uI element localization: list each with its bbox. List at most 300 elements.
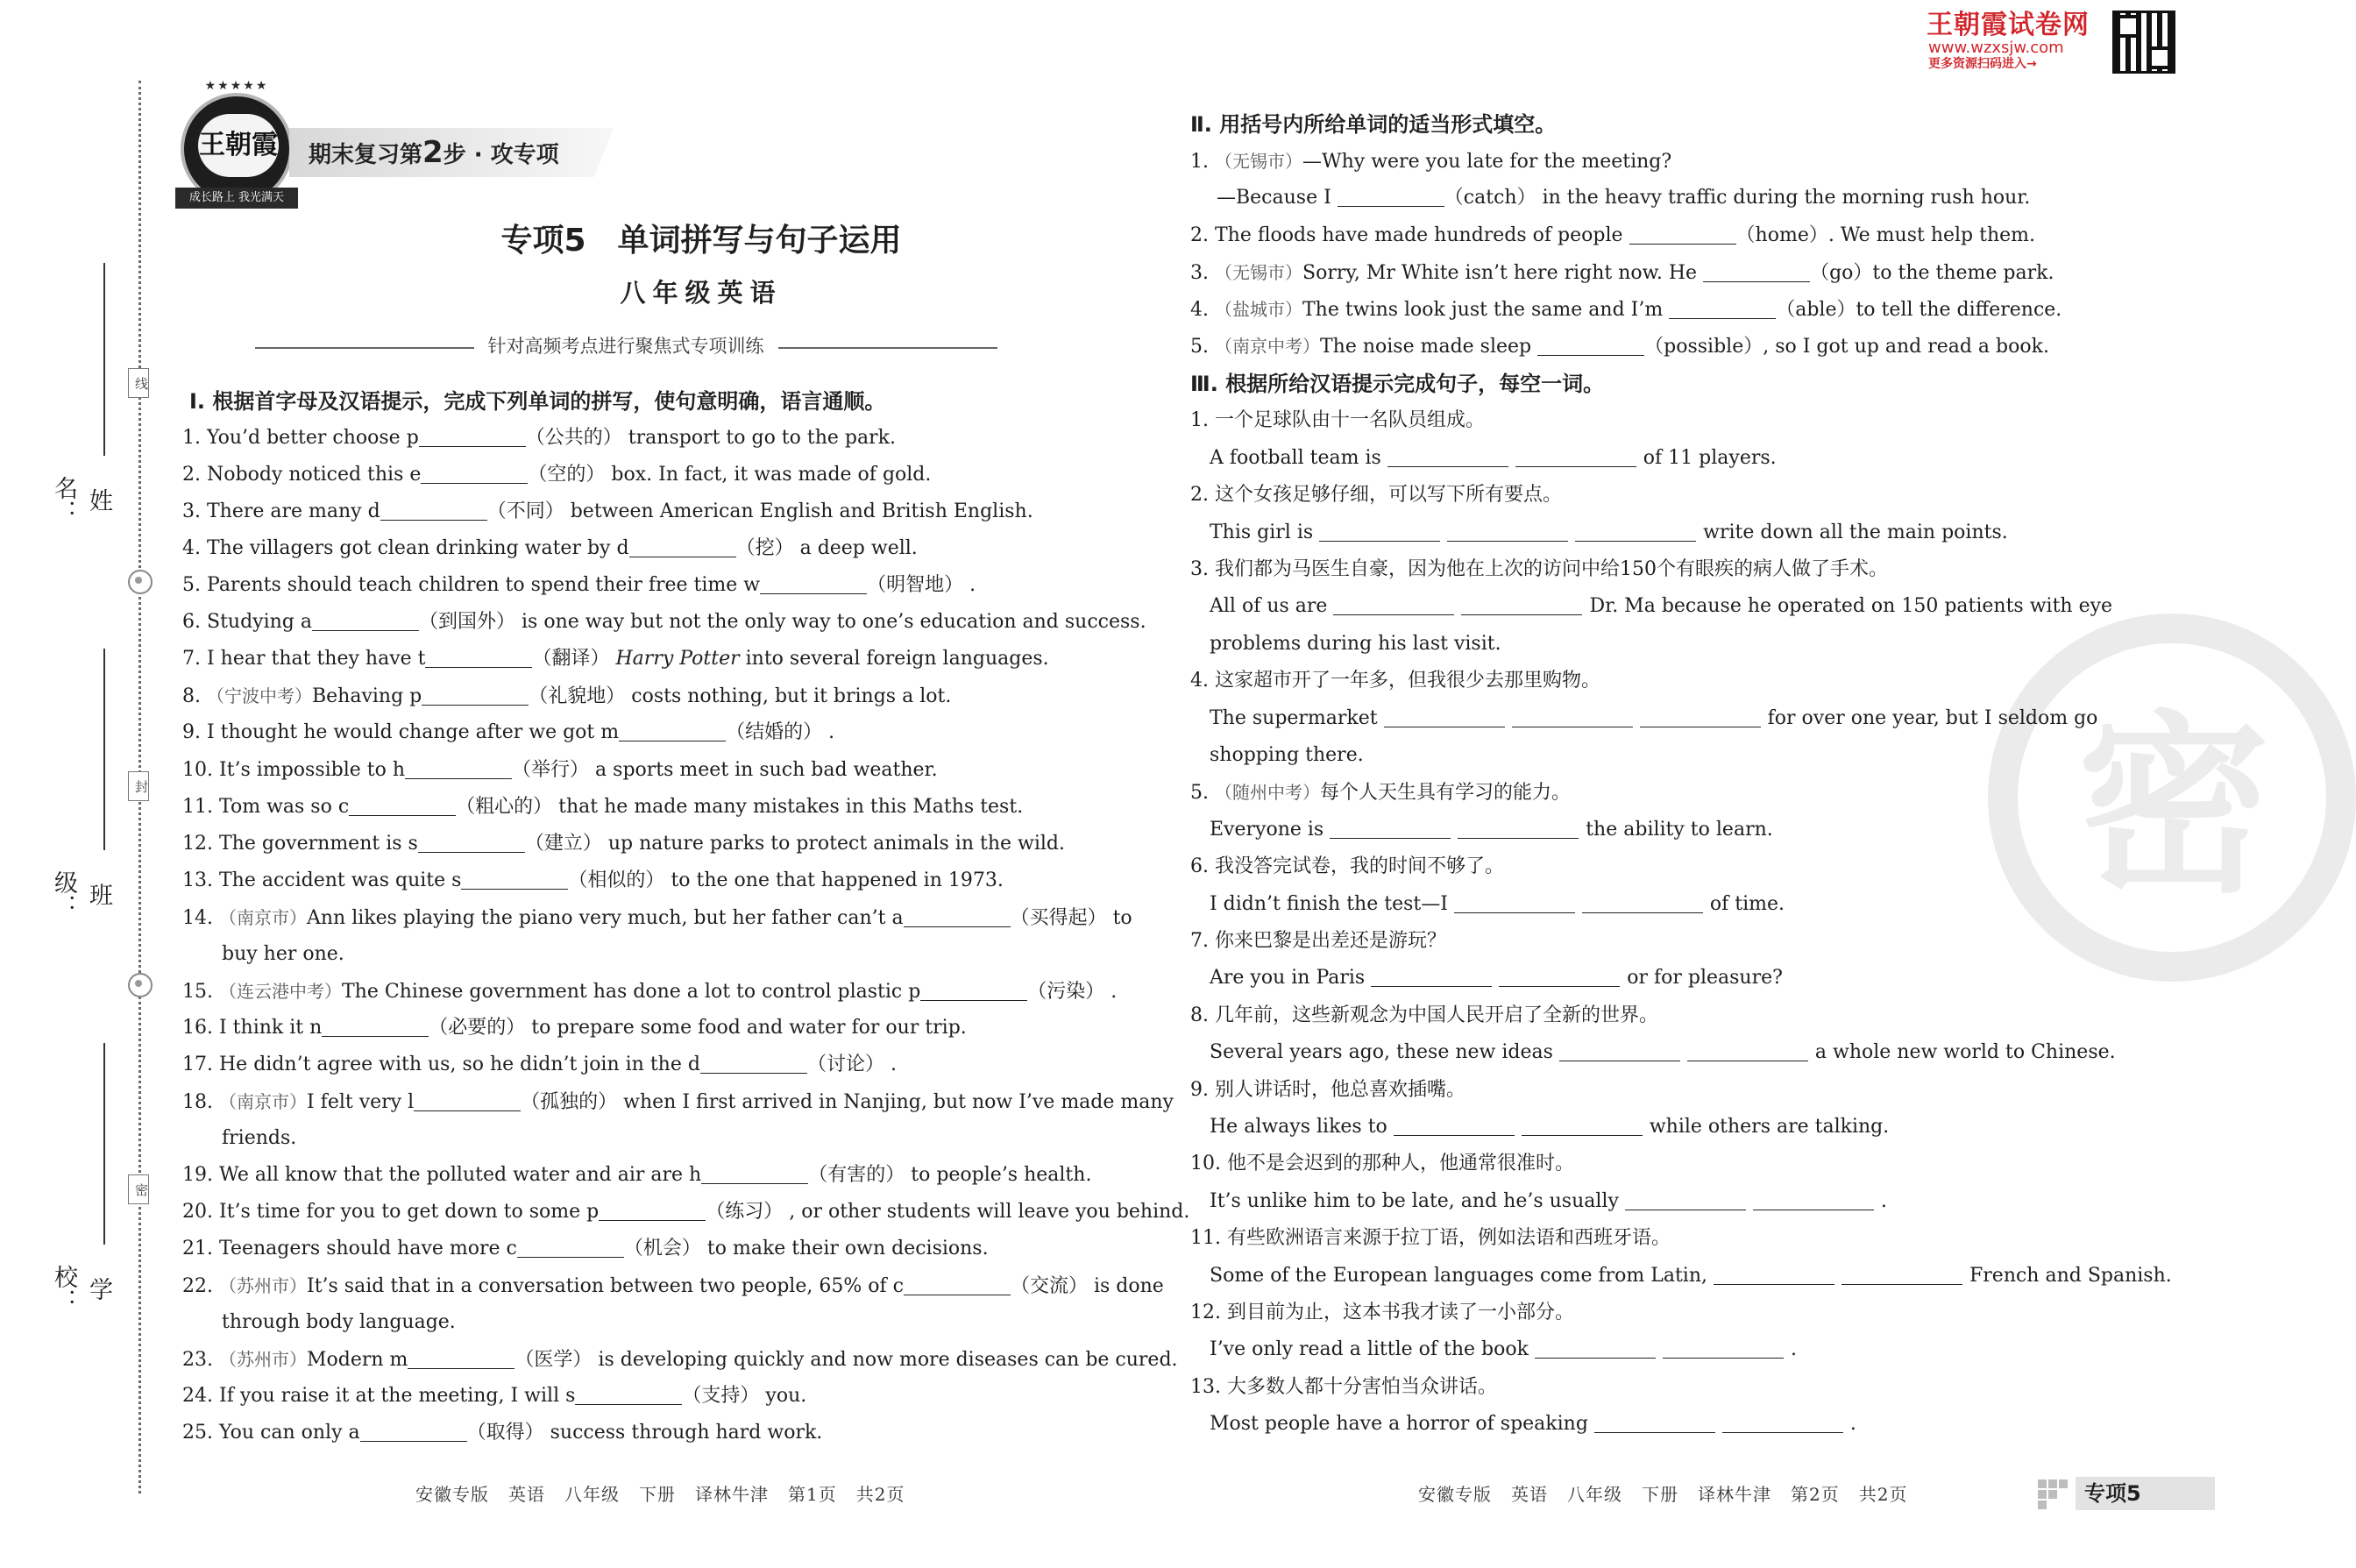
question-hint: （举行） (512, 759, 590, 781)
question-number: 8. (182, 685, 201, 707)
question-item (1190, 330, 2049, 363)
question-text-before: It’s impossible to h (219, 759, 406, 781)
question-text-before: I hear that they have t (207, 648, 426, 670)
answer-blank[interactable] (312, 607, 419, 631)
english-after: while others are talking. (1649, 1116, 1890, 1138)
question-number: 10. (1190, 1153, 1221, 1174)
question-number: 3. (1190, 558, 1209, 580)
english-sentence (1210, 591, 2112, 622)
answer-blank[interactable] (421, 460, 528, 484)
question-text-after: , so I got up and read a book. (1763, 336, 2049, 358)
chinese-prompt (1190, 926, 1446, 957)
footer-item: 下册 (1642, 1484, 1678, 1505)
chinese-sentence: 这个女孩足够仔细，可以写下所有要点。 (1215, 484, 1563, 506)
question-hint: （支持） (682, 1385, 760, 1407)
english-after: . (1849, 1413, 1856, 1435)
answer-blank[interactable] (425, 644, 532, 668)
question-item (1190, 294, 2062, 326)
answer-blank[interactable] (408, 1345, 514, 1369)
question-text-after: is developing quickly and now more diseases can be cured. (598, 1349, 1178, 1371)
question-hint: （礼貌地） (529, 685, 626, 707)
question-number: 7. (182, 648, 201, 670)
name-label: 姓名： (50, 476, 112, 523)
question-text-before: The twins look just the same and I’m (1302, 299, 1664, 321)
english-after: . (1880, 1190, 1887, 1212)
footer-item: 译林牛津 (1698, 1484, 1771, 1505)
question-number: 15. (182, 981, 213, 1003)
question-text-after: success through hard work. (550, 1422, 823, 1444)
chinese-sentence: 别人讲话时，他总喜欢插嘴。 (1215, 1079, 1466, 1101)
question-text-after: box. In fact, it was made of gold. (611, 464, 932, 486)
question-source: （苏州市） (219, 1275, 307, 1296)
logo-stars-icon: ★★★★★ (204, 79, 269, 93)
chinese-prompt (1190, 1000, 1658, 1032)
question-item (182, 1380, 806, 1412)
english-before: This girl is (1210, 521, 1314, 543)
question-text-after: you. (765, 1385, 807, 1407)
tagline-rule-right (778, 347, 997, 349)
english-after: write down all the main points. (1703, 521, 2008, 543)
question-number: 18. (182, 1091, 213, 1113)
question-number: 14. (182, 907, 213, 929)
answer-blank[interactable] (349, 792, 456, 816)
tag-dots-icon (2038, 1479, 2069, 1508)
question-text-before: You’d better choose p (207, 427, 419, 449)
answer-blank[interactable] (1387, 443, 1508, 467)
answer-blank[interactable] (360, 1418, 467, 1442)
question-text-before: Behaving p (312, 685, 422, 707)
question-item (182, 643, 1049, 675)
question-continuation: through body language. (222, 1311, 456, 1333)
question-item (182, 496, 1033, 528)
question-number: 19. (182, 1164, 213, 1186)
answer-blank[interactable] (1640, 704, 1761, 727)
question-hint: （明智地） (867, 574, 964, 596)
answer-blank[interactable] (419, 423, 526, 447)
question-number: 6. (1190, 855, 1209, 877)
chinese-prompt (1190, 1297, 1574, 1329)
question-text-before: It’s time for you to get down to some p (219, 1201, 600, 1223)
question-text-after: is done (1093, 1275, 1164, 1297)
question-number: 9. (182, 721, 201, 743)
chinese-sentence: 到目前为止，这本书我才读了一小部分。 (1227, 1302, 1575, 1323)
question-number: 2. (182, 464, 201, 486)
question-source: （无锡市） (1215, 262, 1302, 283)
answer-blank[interactable] (1338, 183, 1444, 207)
chinese-prompt (1190, 1148, 1574, 1180)
question-text-after: to people’s health. (911, 1164, 1092, 1186)
question-text-before: You can only a (219, 1422, 360, 1444)
answer-blank[interactable] (405, 756, 512, 779)
question-item (182, 680, 951, 713)
question-hint: （交流） (1010, 1275, 1088, 1297)
chinese-prompt (1190, 479, 1562, 511)
question-source: （南京市） (219, 907, 307, 928)
question-text-after: into several foreign languages. (745, 648, 1049, 670)
footer-item: 英语 (508, 1484, 545, 1505)
english-sentence (1210, 889, 1785, 920)
question-number: 10. (182, 759, 213, 781)
book-title: Harry Potter (615, 648, 740, 670)
question-text-after: . (890, 1054, 897, 1075)
question-number: 3. (182, 500, 201, 522)
question-text-before: I felt very l (307, 1091, 415, 1113)
question-hint: （买得起） (1010, 907, 1107, 929)
answer-blank[interactable] (1625, 1187, 1746, 1210)
question-text-after: a sports meet in such bad weather. (595, 759, 938, 781)
question-number: 8. (1190, 1004, 1209, 1026)
english-sentence (1210, 1186, 1887, 1217)
answer-blank[interactable] (1330, 815, 1451, 839)
step-number: 2 (422, 135, 444, 170)
footer-item: 安徽专版 (1418, 1484, 1492, 1505)
question-hint: （练习） (706, 1201, 784, 1223)
question-source: （南京市） (219, 1091, 307, 1112)
answer-blank[interactable] (1461, 592, 1582, 615)
answer-blank[interactable] (322, 1013, 429, 1037)
name-field (50, 263, 137, 535)
chinese-sentence: 几年前，这些新观念为中国人民开启了全新的世界。 (1215, 1004, 1659, 1026)
chinese-prompt (1190, 851, 1504, 883)
question-item (182, 422, 896, 454)
question-number: 11. (1190, 1227, 1221, 1249)
question-item (182, 791, 1023, 823)
question-hint: （到国外） (419, 611, 516, 633)
question-number: 9. (1190, 1079, 1209, 1101)
answer-blank[interactable] (414, 1088, 521, 1111)
answer-blank[interactable] (1629, 221, 1736, 245)
question-text-after: . (969, 574, 976, 596)
answer-blank[interactable] (1522, 1112, 1643, 1136)
english-sentence (1210, 443, 1777, 474)
answer-blank[interactable] (760, 571, 867, 594)
question-item (1190, 220, 2035, 252)
footer-item: 共2页 (1858, 1484, 1908, 1505)
answer-blank[interactable] (461, 866, 568, 890)
footer-item: 共2页 (855, 1484, 905, 1505)
english-continuation: shopping there. (1210, 744, 1364, 766)
question-text-before: I thought he would change after we got m (207, 721, 620, 743)
footer-item: 八年级 (564, 1484, 620, 1505)
answer-blank[interactable] (1515, 443, 1636, 467)
section-2-heading: Ⅱ. 用括号内所给单词的适当形式填空。 (1190, 112, 1557, 137)
question-hint: （catch） (1444, 187, 1536, 209)
footer-item: 八年级 (1567, 1484, 1622, 1505)
question-number: 3. (1190, 262, 1209, 284)
question-hint: （医学） (514, 1349, 593, 1371)
brand-name: 王朝霞试卷网 (1927, 10, 2090, 40)
brand-scan-hint: 更多资源扫码进入→ (1928, 57, 2037, 71)
tagline-text: 针对高频考点进行聚焦式专项训练 (487, 336, 764, 357)
chinese-sentence: 每个人天生具有学习的能力。 (1320, 782, 1572, 804)
question-item (182, 1049, 897, 1081)
question-text-after: . (828, 721, 835, 743)
question-item (182, 1344, 1178, 1376)
answer-blank[interactable] (1394, 1112, 1515, 1136)
question-hint: （空的） (528, 464, 606, 486)
tagline (170, 331, 1082, 361)
question-number: 22. (182, 1275, 213, 1297)
question-item (182, 1196, 1189, 1228)
question-number: 17. (182, 1054, 213, 1075)
publisher-logo (175, 79, 298, 216)
step-band-text (309, 135, 559, 170)
answer-blank[interactable] (1512, 704, 1633, 727)
answer-blank[interactable] (629, 534, 736, 557)
question-hint: （讨论） (806, 1054, 884, 1075)
english-after: for over one year, but I seldom go (1767, 707, 2098, 729)
question-hint: （取得） (466, 1422, 544, 1444)
question-continuation (1217, 182, 2030, 214)
answer-blank[interactable] (920, 977, 1027, 1001)
chinese-sentence: 我们都为马医生自豪，因为他在上次的访问中给150个有眼疾的病人做了手术。 (1215, 558, 1888, 580)
question-text-after: , or other students will leave you behind. (789, 1201, 1190, 1223)
class-label: 班级： (50, 870, 112, 918)
english-after: of time. (1709, 893, 1785, 915)
question-hint: （结婚的） (726, 721, 823, 743)
question-text-after: to tell the difference. (1856, 299, 2062, 321)
answer-blank[interactable] (575, 1381, 682, 1405)
question-text-after: to prepare some food and water for our trip. (531, 1017, 967, 1039)
chinese-sentence: 大多数人都十分害怕当众讲话。 (1227, 1376, 1498, 1398)
qr-code-icon[interactable] (2112, 11, 2175, 74)
footer-item: 安徽专版 (415, 1484, 489, 1505)
answer-blank[interactable] (1753, 1187, 1874, 1210)
question-item (182, 1160, 1091, 1191)
section-1-heading: Ⅰ. 根据首字母及汉语提示，完成下列单词的拼写，使句意明确，语言通顺。 (189, 389, 886, 414)
question-text-after: that he made many mistakes in this Maths test. (558, 796, 1024, 818)
logo-ribbon: 成长路上 我光满天 (175, 188, 298, 209)
english-after: the ability to learn. (1586, 819, 1773, 841)
english-after: a whole new world to Chinese. (1814, 1041, 2116, 1063)
question-number: 1. (1190, 409, 1209, 431)
answer-blank[interactable] (1499, 963, 1620, 987)
answer-blank[interactable] (1384, 704, 1505, 727)
binding-ornament-icon (128, 570, 153, 594)
answer-blank[interactable] (517, 1234, 624, 1258)
question-text-before: —Why were you late for the meeting? (1302, 151, 1672, 173)
answer-blank[interactable] (1535, 1335, 1656, 1359)
question-text-before: Nobody noticed this e (207, 464, 422, 486)
answer-blank[interactable] (1575, 518, 1696, 542)
answer-blank[interactable] (380, 497, 487, 521)
question-hint: （相似的） (568, 869, 665, 891)
english-after: French and Spanish. (1969, 1265, 2172, 1287)
answer-blank[interactable] (1594, 1409, 1715, 1433)
answer-blank[interactable] (1842, 1261, 1962, 1285)
answer-blank[interactable] (1714, 1261, 1834, 1285)
question-text-before: Teenagers should have more c (219, 1238, 517, 1259)
question-text-after: . We must help them. (1827, 224, 2035, 246)
answer-blank[interactable] (1559, 1038, 1680, 1061)
answer-blank[interactable] (904, 1272, 1011, 1295)
answer-blank[interactable] (1454, 890, 1575, 913)
chinese-prompt (1190, 554, 1888, 585)
question-text-before: Sorry, Mr White isn’t here right now. He (1302, 262, 1698, 284)
english-sentence (1210, 962, 1783, 994)
question-text-before: The villagers got clean drinking water by d (207, 537, 629, 559)
answer-blank[interactable] (1582, 890, 1703, 913)
question-item (182, 976, 1117, 1008)
question-hint: （possible） (1644, 336, 1763, 358)
answer-blank[interactable] (1333, 592, 1454, 615)
question-item (182, 533, 918, 564)
english-sentence (1210, 1408, 1856, 1440)
question-text-before: Modern m (307, 1349, 408, 1371)
question-number: 5. (1190, 782, 1209, 804)
chinese-prompt (1190, 777, 1571, 809)
english-before: The supermarket (1210, 707, 1378, 729)
english-sentence (1210, 703, 2097, 734)
watermark-seal-icon: 密 (2076, 694, 2270, 919)
answer-blank[interactable] (599, 1197, 706, 1221)
answer-blank[interactable] (1687, 1038, 1808, 1061)
english-before: Everyone is (1210, 819, 1324, 841)
answer-blank[interactable] (1447, 518, 1568, 542)
question-hint: （建立） (524, 833, 602, 855)
question-number: 1. (1190, 151, 1209, 173)
question-number: 5. (182, 574, 201, 596)
binding-ornament-icon (128, 973, 153, 997)
question-hint: （able） (1776, 299, 1856, 321)
answer-blank[interactable] (1703, 259, 1810, 282)
english-before: I didn’t finish the test—I (1210, 893, 1448, 915)
question-text-before: The Chinese government has done a lot to control plastic p (342, 981, 921, 1003)
footer-left (415, 1481, 905, 1508)
footer-item: 英语 (1511, 1484, 1548, 1505)
answer-blank[interactable] (700, 1050, 807, 1074)
question-text-after: transport to go to the park. (628, 427, 896, 449)
english-before: Are you in Paris (1210, 967, 1366, 989)
english-before: It’s unlike him to be late, and he’s usually (1210, 1190, 1619, 1212)
question-text-before: The accident was quite s (219, 869, 462, 891)
question-text-before: We all know that the polluted water and air are h (219, 1164, 702, 1186)
question-item (1190, 257, 2054, 289)
english-before: I’ve only read a little of the book (1210, 1338, 1529, 1360)
chinese-prompt (1190, 665, 1600, 697)
seal-secret: 密 (128, 1174, 149, 1204)
answer-blank[interactable] (1458, 815, 1579, 839)
chinese-sentence: 你来巴黎是出差还是游玩？ (1215, 930, 1447, 952)
answer-blank[interactable] (904, 904, 1011, 927)
question-text-after: up nature parks to protect animals in the wild. (607, 833, 1065, 855)
step-suffix: 步 · 攻专项 (443, 142, 559, 168)
question-text-before: The noise made sleep (1320, 336, 1532, 358)
english-sentence (1210, 1334, 1797, 1366)
question-text-before: There are many d (207, 500, 380, 522)
dialogue-answer: —Because I (1217, 187, 1331, 209)
answer-blank[interactable] (1669, 295, 1776, 319)
answer-blank[interactable] (1319, 518, 1440, 542)
chinese-prompt (1190, 1372, 1497, 1403)
name-write-line (103, 263, 105, 456)
question-number: 20. (182, 1201, 213, 1223)
question-hint: （污染） (1027, 981, 1105, 1003)
chinese-prompt (1190, 1075, 1465, 1106)
seal-line: 线 (128, 368, 149, 398)
question-text-after: to make their own decisions. (706, 1238, 989, 1259)
answer-blank[interactable] (1371, 963, 1492, 987)
english-before: Some of the European languages come from Latin, (1210, 1265, 1708, 1287)
class-write-line (103, 649, 105, 850)
footer-item: 下册 (639, 1484, 676, 1505)
page-title: 专项5 单词拼写与句子运用 (500, 223, 902, 259)
question-text-before: The floods have made hundreds of people (1215, 224, 1623, 246)
question-item (182, 865, 1004, 897)
question-text-after: to the one that happened in 1973. (671, 869, 1004, 891)
english-before: All of us are (1210, 595, 1328, 617)
question-item (182, 570, 976, 601)
question-number: 7. (1190, 930, 1209, 952)
school-label: 学校： (50, 1265, 112, 1312)
question-item (182, 755, 938, 786)
question-item (182, 828, 1065, 860)
question-text-before: He didn’t agree with us, so he didn’t join in the d (219, 1054, 700, 1075)
question-hint: （go） (1810, 262, 1873, 284)
question-number: 13. (1190, 1376, 1221, 1398)
question-source: （南京中考） (1215, 336, 1320, 357)
question-text-after: when I first arrived in Nanjing, but now I’ve made many (623, 1091, 1174, 1113)
question-text-before: Tom was so c (219, 796, 350, 818)
answer-blank[interactable] (619, 718, 726, 741)
question-text-before: Ann likes playing the piano very much, but her father can’t a (307, 907, 904, 929)
english-after: or for pleasure? (1627, 967, 1783, 989)
question-text-before: Parents should teach children to spend their free time w (207, 574, 761, 596)
answer-blank[interactable] (1722, 1409, 1843, 1433)
topic-tag: 专项5 (2076, 1477, 2215, 1510)
english-before: Most people have a horror of speaking (1210, 1413, 1588, 1435)
question-source: （宁波中考） (207, 685, 312, 706)
answer-blank[interactable] (1537, 332, 1644, 356)
answer-blank[interactable] (418, 829, 525, 853)
question-number: 12. (182, 833, 213, 855)
footer-right (1418, 1481, 1907, 1508)
chinese-sentence: 这家超市开了一年多，但我很少去那里购物。 (1215, 670, 1601, 692)
question-hint: （不同） (486, 500, 564, 522)
question-hint: （孤独的） (521, 1091, 618, 1113)
question-text-after: in the heavy traffic during the morning rush hour. (1542, 187, 2031, 209)
section-3-heading: Ⅲ. 根据所给汉语提示完成句子，每空一词。 (1190, 372, 1605, 396)
english-continuation: problems during his last visit. (1210, 633, 1501, 655)
footer-item: 第2页 (1791, 1484, 1840, 1505)
question-item (182, 607, 1146, 638)
english-sentence (1210, 1037, 2116, 1068)
question-number: 25. (182, 1422, 213, 1444)
question-hint: （必要的） (429, 1017, 526, 1039)
logo-text: 王朝霞 (198, 114, 279, 177)
answer-blank[interactable] (1663, 1335, 1784, 1359)
page-subtitle: 八年级英语 (620, 278, 783, 308)
question-source: （连云港中考） (219, 981, 342, 1002)
question-text-after: costs nothing, but it brings a lot. (631, 685, 952, 707)
brand-url[interactable]: www.wzxsjw.com (1928, 39, 2064, 57)
english-sentence (1210, 1111, 1889, 1143)
question-hint: （有害的） (808, 1164, 905, 1186)
school-write-line (103, 1043, 105, 1245)
question-number: 13. (182, 869, 213, 891)
question-item (182, 1417, 822, 1449)
question-item (1190, 145, 1671, 178)
question-number: 2. (1190, 484, 1209, 506)
answer-blank[interactable] (701, 1160, 808, 1184)
question-number: 2. (1190, 224, 1209, 246)
footer-item: 第1页 (788, 1484, 837, 1505)
question-text-before: It’s said that in a conversation between two people, 65% of c (307, 1275, 904, 1297)
question-number: 4. (1190, 299, 1209, 321)
question-text-before: If you raise it at the meeting, I will s (219, 1385, 576, 1407)
answer-blank[interactable] (422, 682, 529, 706)
chinese-sentence: 我没答完试卷，我的时间不够了。 (1215, 855, 1505, 877)
